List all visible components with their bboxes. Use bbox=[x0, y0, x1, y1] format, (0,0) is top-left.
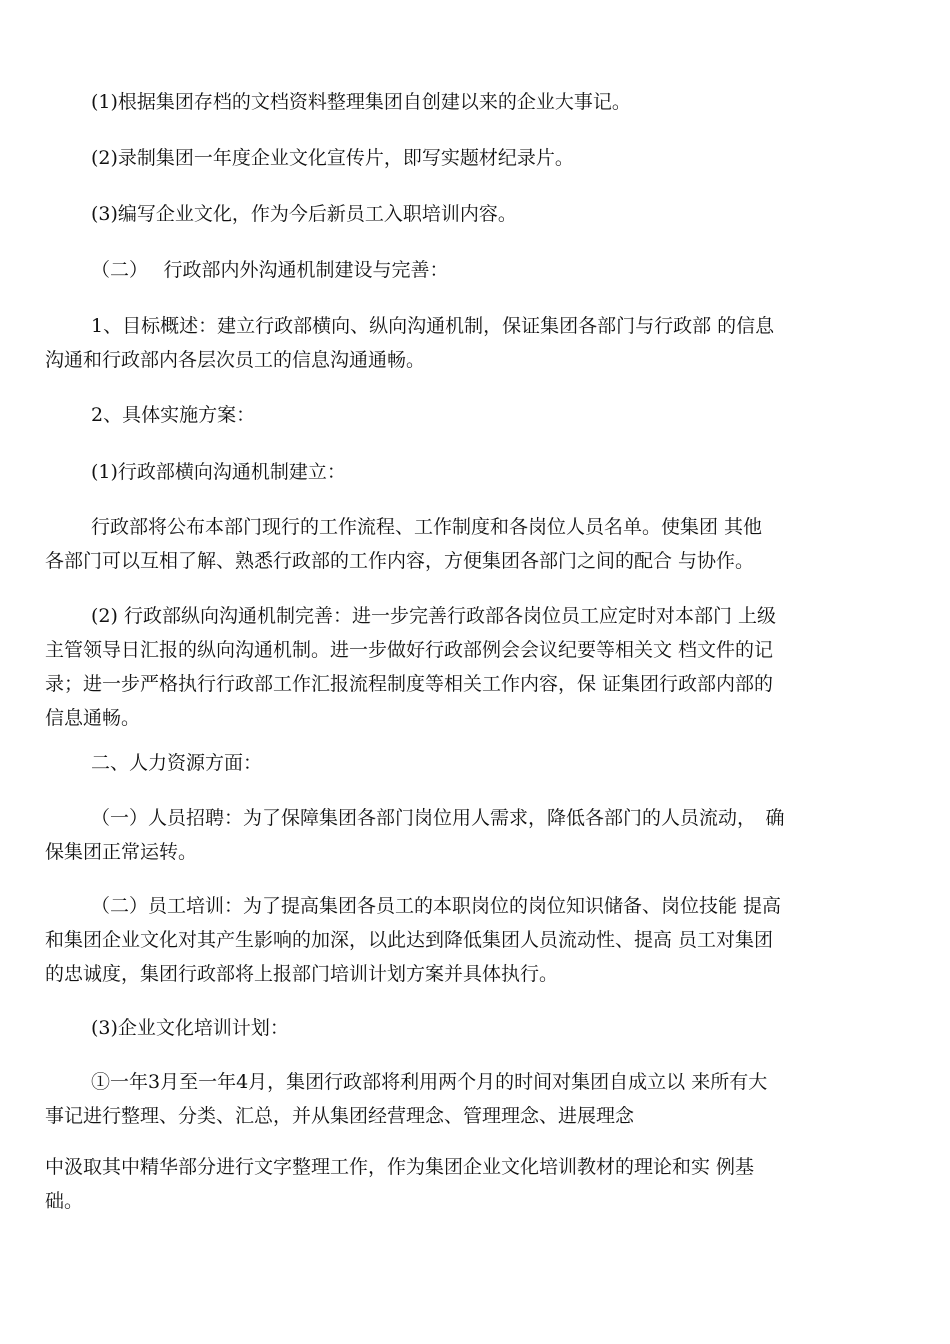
text-line: 2、具体实施方案： bbox=[91, 404, 256, 426]
paragraph-3 bbox=[45, 197, 913, 231]
text-line: 事记进行整理、分类、汇总，并从集团经营理念、管理理念、进展理念 bbox=[45, 1105, 635, 1127]
paragraph-recruitment bbox=[45, 801, 913, 869]
text-line: (3)编写企业文化，作为今后新员工入职培训内容。 bbox=[91, 203, 517, 225]
paragraph-implementation-heading bbox=[45, 398, 913, 432]
text-line: 行政部将公布本部门现行的工作流程、工作制度和各岗位人员名单。使集团 其他 bbox=[91, 516, 763, 538]
text-line: (1)行政部横向沟通机制建立： bbox=[91, 461, 346, 483]
text-line: 沟通和行政部内各层次员工的信息沟通通畅。 bbox=[45, 349, 426, 371]
paragraph-culture-training-heading bbox=[45, 1011, 913, 1045]
text-line: 中汲取其中精华部分进行文字整理工作，作为集团企业文化培训教材的理论和实 例基 bbox=[45, 1156, 755, 1178]
text-line: （一）人员招聘：为了保障集团各部门岗位用人需求，降低各部门的人员流动， 确 bbox=[91, 807, 785, 829]
paragraph-training bbox=[45, 889, 913, 991]
section-heading-hr bbox=[45, 746, 913, 780]
text-line: 主管领导日汇报的纵向沟通机制。进一步做好行政部例会会议纪要等相关文 档文件的记 bbox=[45, 639, 774, 661]
text-line: (1)根据集团存档的文档资料整理集团自创建以来的企业大事记。 bbox=[91, 91, 631, 113]
text-line: ①一年3月至一年4月，集团行政部将利用两个月的时间对集团自成立以 来所有大 bbox=[91, 1071, 768, 1093]
text-line: 础。 bbox=[45, 1190, 84, 1212]
text-line: 的忠诚度，集团行政部将上报部门培训计划方案并具体执行。 bbox=[45, 963, 559, 985]
text-line: (2) 行政部纵向沟通机制完善：进一步完善行政部各岗位员工应定时对本部门 上级 bbox=[91, 605, 776, 627]
paragraph-culture-training-plan bbox=[45, 1065, 913, 1133]
text-line: 各部门可以互相了解、熟悉行政部的工作内容，方便集团各部门之间的配合 与协作。 bbox=[45, 550, 755, 572]
paragraph-2 bbox=[45, 141, 913, 175]
paragraph-1 bbox=[45, 85, 913, 119]
text-line: 1、目标概述：建立行政部横向、纵向沟通机制，保证集团各部门与行政部 的信息 bbox=[91, 315, 775, 337]
text-line: (2)录制集团一年度企业文化宣传片，即写实题材纪录片。 bbox=[91, 147, 574, 169]
text-line: (3)企业文化培训计划： bbox=[91, 1017, 289, 1039]
text-line: 录；进一步严格执行行政部工作汇报流程制度等相关工作内容，保 证集团行政部内部的 bbox=[45, 673, 774, 695]
paragraph-vertical-body bbox=[45, 599, 913, 735]
text-line: （二） 行政部内外沟通机制建设与完善： bbox=[91, 259, 449, 281]
text-line: 保集团正常运转。 bbox=[45, 841, 198, 863]
text-line: 二、人力资源方面： bbox=[91, 752, 263, 774]
text-line: （二）员工培训：为了提高集团各员工的本职岗位的岗位知识储备、岗位技能 提高 bbox=[91, 895, 782, 917]
paragraph-horizontal-body bbox=[45, 510, 913, 578]
paragraph-goal-overview bbox=[45, 309, 913, 377]
paragraph-horizontal-heading bbox=[45, 455, 913, 489]
section-heading-communication bbox=[45, 253, 913, 287]
paragraph-culture-training-continued bbox=[45, 1150, 913, 1218]
text-line: 和集团企业文化对其产生影响的加深，以此达到降低集团人员流动性、提高 员工对集团 bbox=[45, 929, 774, 951]
text-line: 信息通畅。 bbox=[45, 707, 141, 729]
